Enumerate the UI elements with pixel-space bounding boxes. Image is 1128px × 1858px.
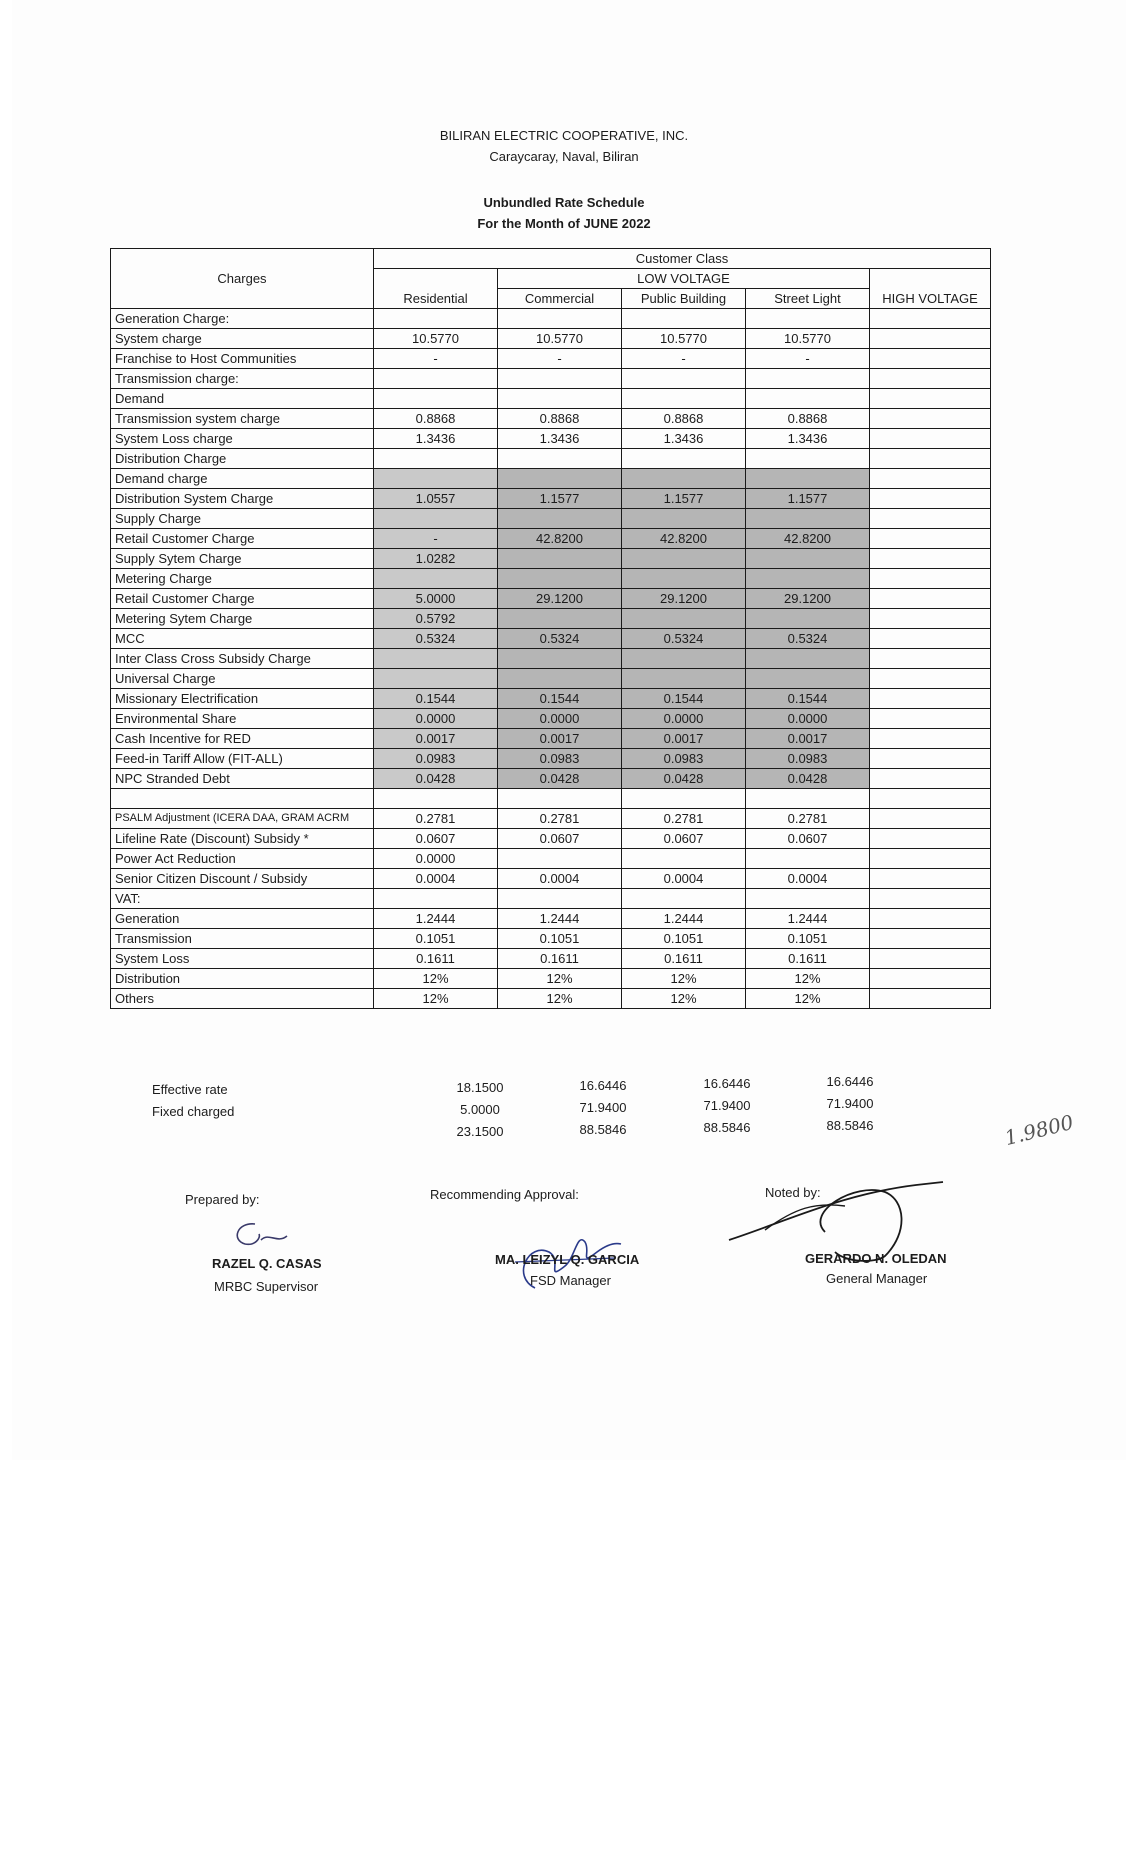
rate-cell <box>622 669 746 689</box>
rate-row <box>111 869 991 889</box>
rate-cell: 10.5770 <box>498 329 622 349</box>
rate-cell <box>870 709 991 729</box>
rate-cell <box>622 449 746 469</box>
rate-cell: 0.0983 <box>374 749 498 769</box>
rate-cell: 0.0428 <box>374 769 498 789</box>
rate-cell: 42.8200 <box>746 529 870 549</box>
rate-cell <box>498 789 622 809</box>
row-label: Environmental Share <box>111 709 374 729</box>
rate-cell <box>870 909 991 929</box>
rate-cell <box>870 929 991 949</box>
rate-cell: 1.3436 <box>498 429 622 449</box>
rate-cell: 1.3436 <box>374 429 498 449</box>
fixed-street-light: 71.9400 <box>826 1096 874 1111</box>
rate-row <box>111 849 991 869</box>
rate-cell <box>746 389 870 409</box>
rate-cell <box>746 469 870 489</box>
rate-cell <box>746 369 870 389</box>
rate-cell <box>498 309 622 329</box>
rate-row <box>111 449 991 469</box>
rate-cell <box>870 589 991 609</box>
rate-cell: 10.5770 <box>374 329 498 349</box>
commercial-header: Commercial <box>498 289 622 309</box>
rate-cell: 0.0000 <box>374 849 498 869</box>
rate-cell: 0.1544 <box>374 689 498 709</box>
rate-cell <box>622 609 746 629</box>
row-label: Metering Sytem Charge <box>111 609 374 629</box>
rate-cell <box>746 789 870 809</box>
prepared-name: RAZEL Q. CASAS <box>212 1256 322 1271</box>
row-label: Power Act Reduction <box>111 849 374 869</box>
rate-cell <box>622 389 746 409</box>
row-label: Retail Customer Charge <box>111 589 374 609</box>
company-address: Caraycaray, Naval, Biliran <box>489 149 639 164</box>
rate-cell <box>870 989 991 1009</box>
rate-cell: 0.1051 <box>746 929 870 949</box>
rate-schedule-table <box>110 248 991 1009</box>
rate-cell: 0.8868 <box>374 409 498 429</box>
rate-cell: 0.0983 <box>622 749 746 769</box>
row-label: Supply Sytem Charge <box>111 549 374 569</box>
rate-cell: 12% <box>746 969 870 989</box>
rate-cell: 0.1051 <box>374 929 498 949</box>
row-label: Missionary Electrification <box>111 689 374 709</box>
rate-cell <box>622 369 746 389</box>
rate-cell <box>870 629 991 649</box>
row-label: Others <box>111 989 374 1009</box>
row-label: Feed-in Tariff Allow (FIT-ALL) <box>111 749 374 769</box>
rate-cell: 0.1611 <box>622 949 746 969</box>
rate-cell: 1.0282 <box>374 549 498 569</box>
low-voltage-header: LOW VOLTAGE <box>498 269 870 289</box>
rate-cell <box>374 369 498 389</box>
rate-cell <box>498 669 622 689</box>
rate-cell <box>374 669 498 689</box>
residential-header: Residential <box>374 289 498 309</box>
rate-cell: 0.2781 <box>374 809 498 829</box>
fixed-commercial: 71.9400 <box>579 1100 627 1115</box>
rate-cell: - <box>374 349 498 369</box>
rate-cell: 0.8868 <box>746 409 870 429</box>
row-label: Demand <box>111 389 374 409</box>
rate-cell: 0.0607 <box>498 829 622 849</box>
rate-cell: 0.1611 <box>746 949 870 969</box>
rate-row <box>111 589 991 609</box>
rate-cell <box>622 569 746 589</box>
rate-cell: 0.1051 <box>622 929 746 949</box>
fixed-charged-label: Fixed charged <box>152 1104 235 1119</box>
rate-cell <box>870 749 991 769</box>
rate-cell <box>622 549 746 569</box>
rate-row <box>111 969 991 989</box>
rate-cell <box>870 369 991 389</box>
rate-row <box>111 629 991 649</box>
rate-cell: 0.0428 <box>746 769 870 789</box>
rate-row <box>111 909 991 929</box>
document-period: For the Month of JUNE 2022 <box>477 216 651 231</box>
row-label: Cash Incentive for RED <box>111 729 374 749</box>
effective-street-light: 16.6446 <box>826 1074 874 1089</box>
rate-cell <box>374 889 498 909</box>
rate-row <box>111 709 991 729</box>
row-label: Distribution System Charge <box>111 489 374 509</box>
row-label: MCC <box>111 629 374 649</box>
rate-cell <box>870 449 991 469</box>
rate-row <box>111 769 991 789</box>
rate-cell: 1.2444 <box>498 909 622 929</box>
noted-name: GERARDO N. OLEDAN <box>805 1251 947 1266</box>
rate-cell <box>870 789 991 809</box>
rate-row <box>111 409 991 429</box>
rate-cell <box>870 409 991 429</box>
rate-rows <box>111 309 991 1009</box>
recommending-label: Recommending Approval: <box>430 1187 579 1202</box>
rate-cell <box>870 689 991 709</box>
rate-cell <box>374 649 498 669</box>
rate-cell <box>498 649 622 669</box>
rate-cell <box>622 889 746 909</box>
rate-cell <box>622 469 746 489</box>
rate-cell: - <box>374 529 498 549</box>
rate-cell <box>870 809 991 829</box>
rate-row <box>111 789 991 809</box>
rate-cell <box>870 849 991 869</box>
rate-cell: 0.2781 <box>746 809 870 829</box>
rate-cell <box>870 389 991 409</box>
rate-cell: 0.8868 <box>622 409 746 429</box>
rate-cell <box>870 649 991 669</box>
row-label: Generation Charge: <box>111 309 374 329</box>
rate-cell <box>498 389 622 409</box>
row-label: Supply Charge <box>111 509 374 529</box>
row-label: Transmission charge: <box>111 369 374 389</box>
rate-row <box>111 429 991 449</box>
rate-row <box>111 309 991 329</box>
rate-row <box>111 609 991 629</box>
rate-row <box>111 569 991 589</box>
rate-row <box>111 349 991 369</box>
rate-row <box>111 489 991 509</box>
rate-cell <box>870 949 991 969</box>
sum-public-building: 88.5846 <box>703 1120 751 1135</box>
rate-cell: 1.0557 <box>374 489 498 509</box>
rate-cell: 1.1577 <box>498 489 622 509</box>
rate-cell <box>374 509 498 529</box>
rate-cell: 0.0004 <box>746 869 870 889</box>
rate-cell <box>870 889 991 909</box>
sum-residential: 23.1500 <box>456 1124 504 1139</box>
rate-cell: 0.1544 <box>498 689 622 709</box>
rate-row <box>111 949 991 969</box>
rate-cell <box>870 309 991 329</box>
row-label: System Loss <box>111 949 374 969</box>
rate-cell: 1.1577 <box>746 489 870 509</box>
rate-row <box>111 689 991 709</box>
rate-row <box>111 549 991 569</box>
charges-header: Charges <box>111 249 374 309</box>
rate-row <box>111 749 991 769</box>
prepared-by-label: Prepared by: <box>185 1192 260 1207</box>
effective-commercial: 16.6446 <box>579 1078 627 1093</box>
rate-cell: 0.0983 <box>498 749 622 769</box>
prepared-title: MRBC Supervisor <box>214 1279 319 1294</box>
recommending-name: MA. LEIZYL Q. GARCIA <box>495 1252 640 1267</box>
row-label: Lifeline Rate (Discount) Subsidy * <box>111 829 374 849</box>
rate-cell: 12% <box>622 989 746 1009</box>
rate-cell: 0.0017 <box>374 729 498 749</box>
rate-cell <box>622 849 746 869</box>
rate-cell: 0.5324 <box>622 629 746 649</box>
rate-row <box>111 809 991 829</box>
row-label: Transmission system charge <box>111 409 374 429</box>
rate-row <box>111 649 991 669</box>
rate-row <box>111 829 991 849</box>
rate-cell <box>498 609 622 629</box>
rate-cell: 0.2781 <box>622 809 746 829</box>
rate-row <box>111 389 991 409</box>
effective-residential: 18.1500 <box>456 1080 504 1095</box>
noted-by-label: Noted by: <box>765 1185 821 1200</box>
rate-cell <box>746 649 870 669</box>
rate-cell: 1.3436 <box>746 429 870 449</box>
rate-cell: 42.8200 <box>498 529 622 549</box>
row-label: Universal Charge <box>111 669 374 689</box>
rate-cell: 0.1611 <box>374 949 498 969</box>
rate-cell <box>746 569 870 589</box>
rate-cell <box>870 769 991 789</box>
rate-cell: 0.0017 <box>622 729 746 749</box>
rate-cell <box>374 569 498 589</box>
document-title: Unbundled Rate Schedule <box>483 195 645 210</box>
rate-row <box>111 989 991 1009</box>
row-label: System Loss charge <box>111 429 374 449</box>
rate-cell: 1.2444 <box>746 909 870 929</box>
rate-cell: - <box>746 349 870 369</box>
rate-cell: 0.1544 <box>746 689 870 709</box>
rate-cell <box>622 789 746 809</box>
handwritten-annotation: 1.9800 <box>1002 1109 1076 1151</box>
rate-cell <box>498 469 622 489</box>
rate-cell: 0.0000 <box>498 709 622 729</box>
row-label: PSALM Adjustment (ICERA DAA, GRAM ACRM <box>111 809 374 829</box>
rate-cell <box>870 869 991 889</box>
rate-cell: 12% <box>498 989 622 1009</box>
rate-cell <box>746 509 870 529</box>
row-label: Inter Class Cross Subsidy Charge <box>111 649 374 669</box>
street-light-header: Street Light <box>746 289 870 309</box>
rate-cell: 0.0000 <box>374 709 498 729</box>
row-label: Senior Citizen Discount / Subsidy <box>111 869 374 889</box>
rate-cell: 1.2444 <box>622 909 746 929</box>
rate-cell: 0.8868 <box>498 409 622 429</box>
rate-cell: 0.1051 <box>498 929 622 949</box>
rate-cell <box>870 349 991 369</box>
rate-cell <box>622 649 746 669</box>
rate-cell: 0.0000 <box>746 709 870 729</box>
fixed-residential: 5.0000 <box>460 1102 500 1117</box>
rate-cell: 0.0004 <box>622 869 746 889</box>
rate-cell: 0.0607 <box>746 829 870 849</box>
rate-cell: 1.2444 <box>374 909 498 929</box>
rate-cell: 29.1200 <box>498 589 622 609</box>
rate-cell: 0.0000 <box>622 709 746 729</box>
rate-cell: 0.0004 <box>498 869 622 889</box>
row-label: Transmission <box>111 929 374 949</box>
rate-cell <box>622 509 746 529</box>
rate-cell <box>746 669 870 689</box>
rate-cell: 0.0607 <box>622 829 746 849</box>
rate-cell: 0.5324 <box>374 629 498 649</box>
rate-cell <box>498 889 622 909</box>
rate-cell <box>498 569 622 589</box>
rate-cell <box>498 449 622 469</box>
rate-row <box>111 369 991 389</box>
rate-cell <box>746 849 870 869</box>
rate-cell <box>498 369 622 389</box>
rate-row <box>111 529 991 549</box>
rate-cell: 0.0004 <box>374 869 498 889</box>
rate-cell <box>374 469 498 489</box>
rate-cell: - <box>498 349 622 369</box>
high-voltage-header: HIGH VOLTAGE <box>870 289 991 309</box>
row-label: Franchise to Host Communities <box>111 349 374 369</box>
rate-cell <box>746 889 870 909</box>
rate-cell: 0.0428 <box>622 769 746 789</box>
rate-cell: 1.3436 <box>622 429 746 449</box>
noted-title: General Manager <box>826 1271 928 1286</box>
public-building-header: Public Building <box>622 289 746 309</box>
rate-cell: 12% <box>746 989 870 1009</box>
rate-cell <box>870 669 991 689</box>
sum-street-light: 88.5846 <box>826 1118 874 1133</box>
rate-cell <box>870 329 991 349</box>
rate-cell: - <box>622 349 746 369</box>
rate-cell <box>374 449 498 469</box>
row-label: Demand charge <box>111 469 374 489</box>
company-name: BILIRAN ELECTRIC COOPERATIVE, INC. <box>439 128 689 143</box>
customer-class-header: Customer Class <box>374 249 991 269</box>
rate-row <box>111 669 991 689</box>
rate-cell <box>622 309 746 329</box>
rate-cell: 10.5770 <box>622 329 746 349</box>
rate-cell <box>746 309 870 329</box>
effective-public-building: 16.6446 <box>703 1076 751 1091</box>
rate-row <box>111 329 991 349</box>
rate-cell <box>870 429 991 449</box>
row-label: NPC Stranded Debt <box>111 769 374 789</box>
rate-cell: 0.0428 <box>498 769 622 789</box>
rate-cell <box>498 509 622 529</box>
recommending-title: FSD Manager <box>530 1273 611 1288</box>
rate-cell: 0.5324 <box>498 629 622 649</box>
fixed-public-building: 71.9400 <box>703 1098 751 1113</box>
row-label: Distribution <box>111 969 374 989</box>
rate-row <box>111 509 991 529</box>
rate-cell <box>374 309 498 329</box>
rate-cell: 10.5770 <box>746 329 870 349</box>
rate-cell: 0.0607 <box>374 829 498 849</box>
rate-cell <box>870 969 991 989</box>
row-label: VAT: <box>111 889 374 909</box>
rate-cell: 12% <box>498 969 622 989</box>
rate-cell: 12% <box>374 969 498 989</box>
row-label <box>111 789 374 809</box>
rate-row <box>111 469 991 489</box>
rate-cell <box>870 829 991 849</box>
rate-cell <box>870 549 991 569</box>
rate-cell <box>870 489 991 509</box>
row-label: System charge <box>111 329 374 349</box>
rate-cell <box>870 569 991 589</box>
rate-row <box>111 729 991 749</box>
rate-cell <box>746 449 870 469</box>
rate-cell: 5.0000 <box>374 589 498 609</box>
rate-cell: 0.0017 <box>746 729 870 749</box>
rate-cell <box>870 529 991 549</box>
rate-cell <box>498 849 622 869</box>
rate-cell: 0.5324 <box>746 629 870 649</box>
rate-cell <box>374 389 498 409</box>
rate-cell <box>498 549 622 569</box>
rate-cell <box>870 729 991 749</box>
rate-cell <box>870 469 991 489</box>
rate-row <box>111 889 991 909</box>
rate-cell: 0.0983 <box>746 749 870 769</box>
rate-cell: 0.2781 <box>498 809 622 829</box>
sum-commercial: 88.5846 <box>579 1122 627 1137</box>
rate-cell <box>746 549 870 569</box>
rate-cell: 12% <box>374 989 498 1009</box>
rate-cell <box>870 609 991 629</box>
row-label: Distribution Charge <box>111 449 374 469</box>
rate-cell <box>374 789 498 809</box>
rate-cell: 1.1577 <box>622 489 746 509</box>
rate-cell: 12% <box>622 969 746 989</box>
row-label: Metering Charge <box>111 569 374 589</box>
rate-cell: 29.1200 <box>622 589 746 609</box>
effective-rate-label: Effective rate <box>152 1082 228 1097</box>
rate-cell: 42.8200 <box>622 529 746 549</box>
rate-cell <box>746 609 870 629</box>
rate-cell: 29.1200 <box>746 589 870 609</box>
rate-cell: 0.0017 <box>498 729 622 749</box>
row-label: Generation <box>111 909 374 929</box>
rate-cell: 0.1544 <box>622 689 746 709</box>
rate-cell <box>870 509 991 529</box>
row-label: Retail Customer Charge <box>111 529 374 549</box>
rate-cell: 0.1611 <box>498 949 622 969</box>
rate-row <box>111 929 991 949</box>
rate-cell: 0.5792 <box>374 609 498 629</box>
prepared-signature-icon <box>225 1218 295 1252</box>
